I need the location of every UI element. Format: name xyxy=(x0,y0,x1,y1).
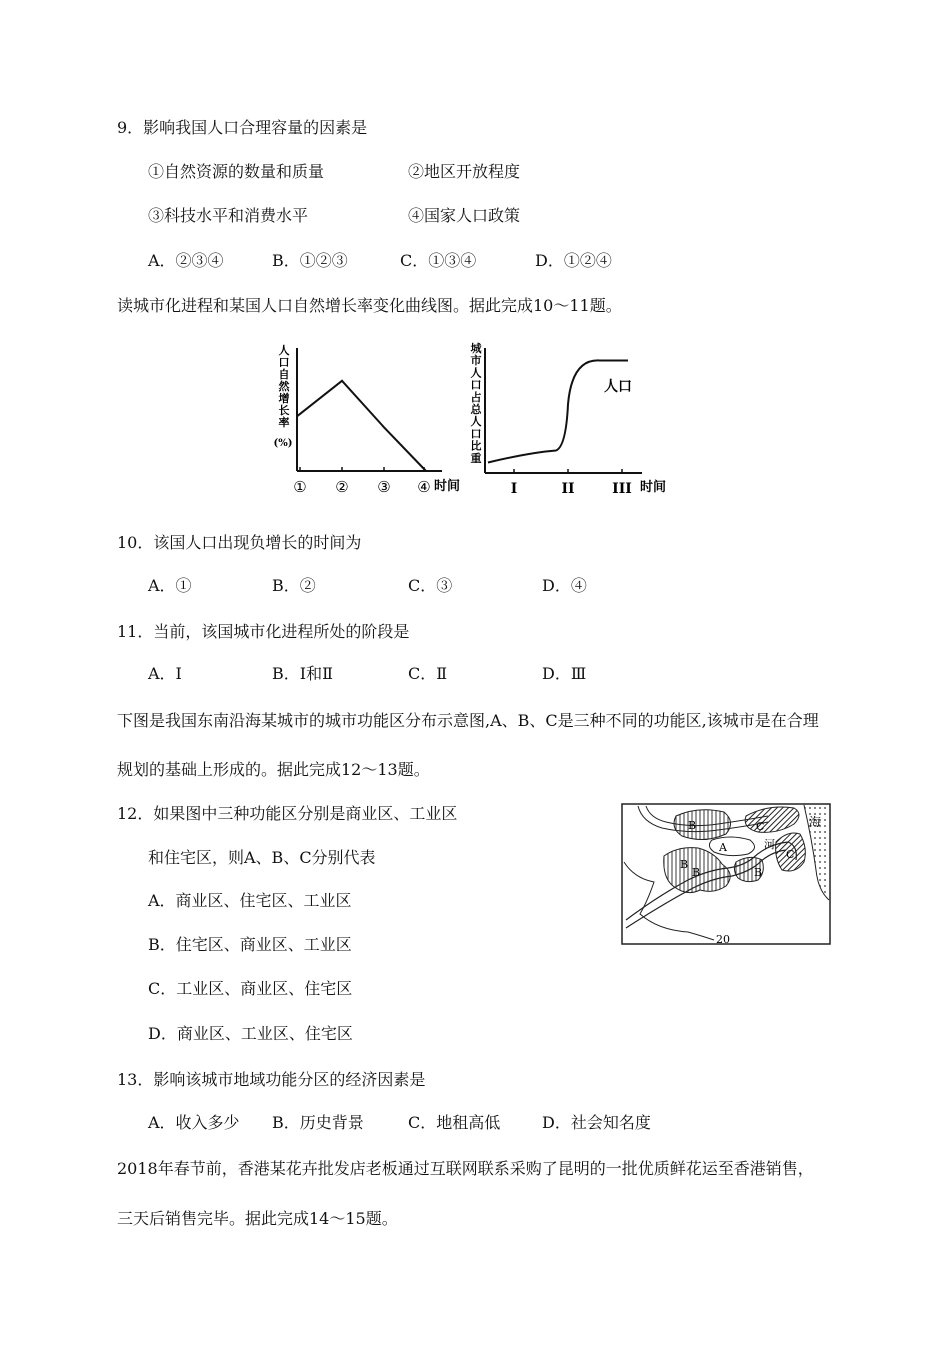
q12-option-c: C．工业区、商业区、住宅区 xyxy=(148,979,353,998)
q9-item-1: ①自然资源的数量和质量 xyxy=(148,162,325,181)
q10-stem: 10．该国人口出现负增长的时间为 xyxy=(117,533,362,552)
right-tick-label: I xyxy=(510,481,518,497)
q11-option-d: D．Ⅲ xyxy=(542,664,587,683)
left-ylabel xyxy=(279,344,291,429)
q10-option-a: A．① xyxy=(148,576,192,595)
q9-item-3: ③科技水平和消费水平 xyxy=(148,206,309,225)
left-series-line xyxy=(297,381,426,471)
left-ylabel-char: 口 xyxy=(278,356,290,369)
q13-stem: 13．影响该城市地域功能分区的经济因素是 xyxy=(117,1070,426,1089)
right-tick-label: III xyxy=(612,481,632,497)
q9-item-4: ④国家人口政策 xyxy=(408,206,521,225)
map-label-a: A xyxy=(719,841,727,854)
q12-stem-line-2: 和住宅区，则A、B、C分别代表 xyxy=(148,848,376,867)
left-tick-label: ④ xyxy=(417,478,431,496)
map-label-sea: 海 xyxy=(809,815,822,829)
q10-option-b: B．② xyxy=(272,576,316,595)
left-ylabel-char: 自 xyxy=(278,368,290,381)
q13-option-a: A．收入多少 xyxy=(148,1113,240,1132)
q12-option-a: A．商业区、住宅区、工业区 xyxy=(148,891,352,910)
q12-option-b: B．住宅区、商业区、工业区 xyxy=(148,935,352,954)
right-ylabel-char: 比 xyxy=(470,439,482,453)
left-ylabel-char: 率 xyxy=(278,416,290,429)
right-ylabel-char: 城 xyxy=(470,342,482,355)
right-ylabel xyxy=(471,342,483,465)
q12-option-d: D．商业区、工业区、住宅区 xyxy=(148,1024,353,1043)
q9-option-a: A．②③④ xyxy=(148,251,224,270)
q9-option-b: B．①②③ xyxy=(272,251,348,270)
intro-14-15-line-1: 2018年春节前，香港某花卉批发店老板通过互联网联系采购了昆明的一批优质鲜花运至香港销售， xyxy=(117,1159,814,1178)
q9-option-c: C．①③④ xyxy=(400,251,477,270)
map-label-b-left: B xyxy=(680,858,689,871)
q10-option-c: C．③ xyxy=(408,576,453,595)
left-xlabel: 时间 xyxy=(434,479,461,494)
right-ylabel-char: 市 xyxy=(470,354,482,368)
map-label-contour: 20 xyxy=(716,933,730,946)
right-xlabel: 时间 xyxy=(640,480,667,495)
right-ylabel-char: 占 xyxy=(470,390,482,404)
q10-option-d: D．④ xyxy=(542,576,587,595)
q9-item-2: ②地区开放程度 xyxy=(408,162,521,181)
map-label-b-upper: B xyxy=(688,819,697,832)
left-ylabel-char: 然 xyxy=(278,380,290,393)
intro-14-15-line-2: 三天后销售完毕。据此完成14～15题。 xyxy=(117,1209,398,1228)
left-ylabel-char: 增 xyxy=(278,392,290,405)
q9-option-d: D．①②④ xyxy=(535,251,612,270)
left-ylabel-char: 人 xyxy=(278,344,290,357)
right-series-label: 人口 xyxy=(604,379,632,395)
left-tick-label: ③ xyxy=(377,478,391,496)
q9-stem: 9．影响我国人口合理容量的因素是 xyxy=(117,118,368,137)
city-function-map xyxy=(618,800,836,950)
zone-a xyxy=(709,837,754,856)
q11-option-a: A．Ⅰ xyxy=(148,664,182,683)
map-label-c-top: C xyxy=(756,820,765,833)
q11-option-b: B．Ⅰ和Ⅱ xyxy=(272,664,333,683)
map-label-b-lower: B xyxy=(692,866,701,879)
q12-stem-line-1: 12．如果图中三种功能区分别是商业区、工业区 xyxy=(117,804,458,823)
right-ylabel-char: 人 xyxy=(470,415,482,429)
q13-option-d: D．社会知名度 xyxy=(542,1113,651,1132)
q11-option-c: C．Ⅱ xyxy=(408,664,448,683)
intro-10-11: 读城市化进程和某国人口自然增长率变化曲线图。据此完成10～11题。 xyxy=(117,296,622,315)
right-ylabel-char: 口 xyxy=(470,378,482,392)
right-ylabel-char: 人 xyxy=(470,366,482,380)
intro-12-13-line-1: 下图是我国东南沿海某城市的城市功能区分布示意图,A、B、C是三种不同的功能区,该城市是在合理 xyxy=(117,711,819,730)
right-series-curve xyxy=(488,360,628,462)
map-label-c-right: C xyxy=(786,848,795,861)
right-ylabel-char: 重 xyxy=(470,451,482,465)
left-y-unit: (%) xyxy=(273,438,293,449)
zone-b-upper xyxy=(674,810,731,840)
map-label-river: 河 xyxy=(764,838,775,851)
q13-option-b: B．历史背景 xyxy=(272,1113,364,1132)
q11-stem: 11．当前，该国城市化进程所处的阶段是 xyxy=(117,622,410,641)
left-tick-label: ① xyxy=(293,478,307,496)
right-ylabel-char: 口 xyxy=(470,427,482,441)
left-tick-label: ② xyxy=(335,478,349,496)
right-ylabel-char: 总 xyxy=(470,403,482,416)
right-tick-label: II xyxy=(561,481,575,497)
population-charts xyxy=(270,338,680,500)
left-ylabel-char: 长 xyxy=(278,404,290,417)
map-label-b-right: B xyxy=(754,866,763,879)
intro-12-13-line-2: 规划的基础上形成的。据此完成12～13题。 xyxy=(117,760,430,779)
q13-option-c: C．地租高低 xyxy=(408,1113,501,1132)
